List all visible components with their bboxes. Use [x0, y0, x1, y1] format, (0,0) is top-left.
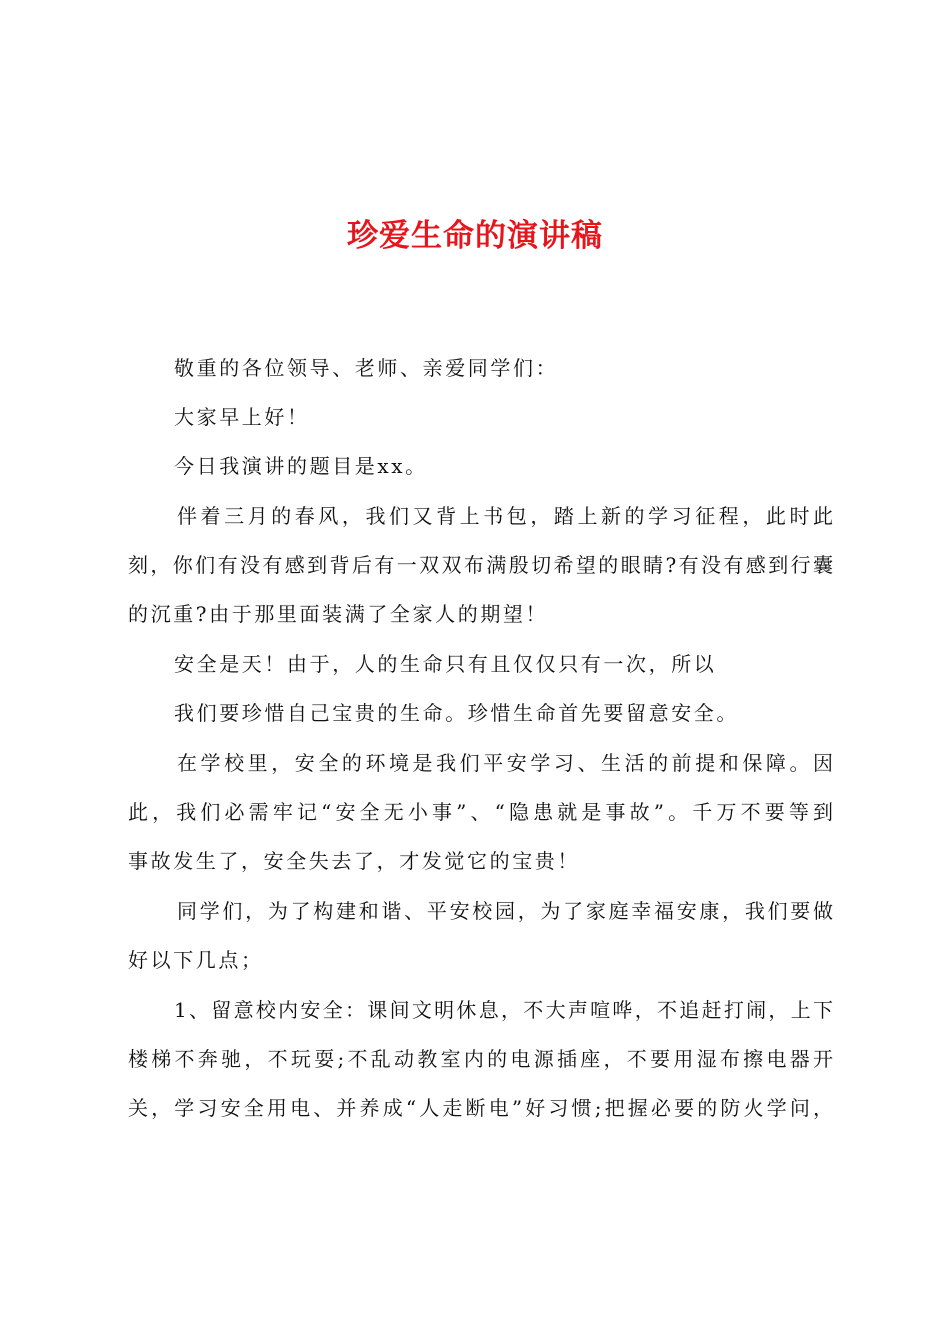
paragraph-line: 大家早上好！: [174, 405, 310, 429]
paragraph-line: 关，学习安全用电、并养成“人走断电”好习惯;把握必要的防火学问，: [128, 1096, 833, 1120]
paragraph-line: 的沉重?由于那里面装满了全家人的期望！: [128, 602, 549, 626]
paragraph-line: 安全是天！由于，人的生命只有且仅仅只有一次，所以: [174, 652, 717, 676]
document-body: [128, 0, 833, 1344]
paragraph-line: 此，我们必需牢记“安全无小事”、“隐患就是事故”。千万不要等到: [128, 800, 833, 824]
paragraph-line: 敬重的各位领导、老师、亲爱同学们：: [174, 356, 559, 380]
paragraph-line: 楼梯不奔驰，不玩耍;不乱动教室内的电源插座，不要用湿布擦电器开: [128, 1047, 833, 1071]
paragraph-line: 我们要珍惜自己宝贵的生命。珍惜生命首先要留意安全。: [174, 701, 739, 725]
paragraph-line: 今日我演讲的题目是xx。: [174, 454, 428, 478]
paragraph-line: 伴着三月的春风，我们又背上书包，踏上新的学习征程，此时此: [177, 504, 833, 528]
paragraph-line: 1、留意校内安全：课间文明休息，不大声喧哗，不追赶打闹，上下: [174, 998, 833, 1022]
paragraph-line: 好以下几点；: [128, 948, 264, 972]
paragraph-line: 事故发生了，安全失去了，才发觉它的宝贵！: [128, 849, 580, 873]
paragraph-line: 在学校里，安全的环境是我们平安学习、生活的前提和保障。因: [177, 751, 833, 775]
document-title: 珍爱生命的演讲稿: [347, 218, 603, 254]
paragraph-line: 同学们，为了构建和谐、平安校园，为了家庭幸福安康，我们要做: [177, 899, 833, 923]
paragraph-line: 刻，你们有没有感到背后有一双双布满殷切希望的眼睛?有没有感到行囊: [128, 553, 833, 577]
